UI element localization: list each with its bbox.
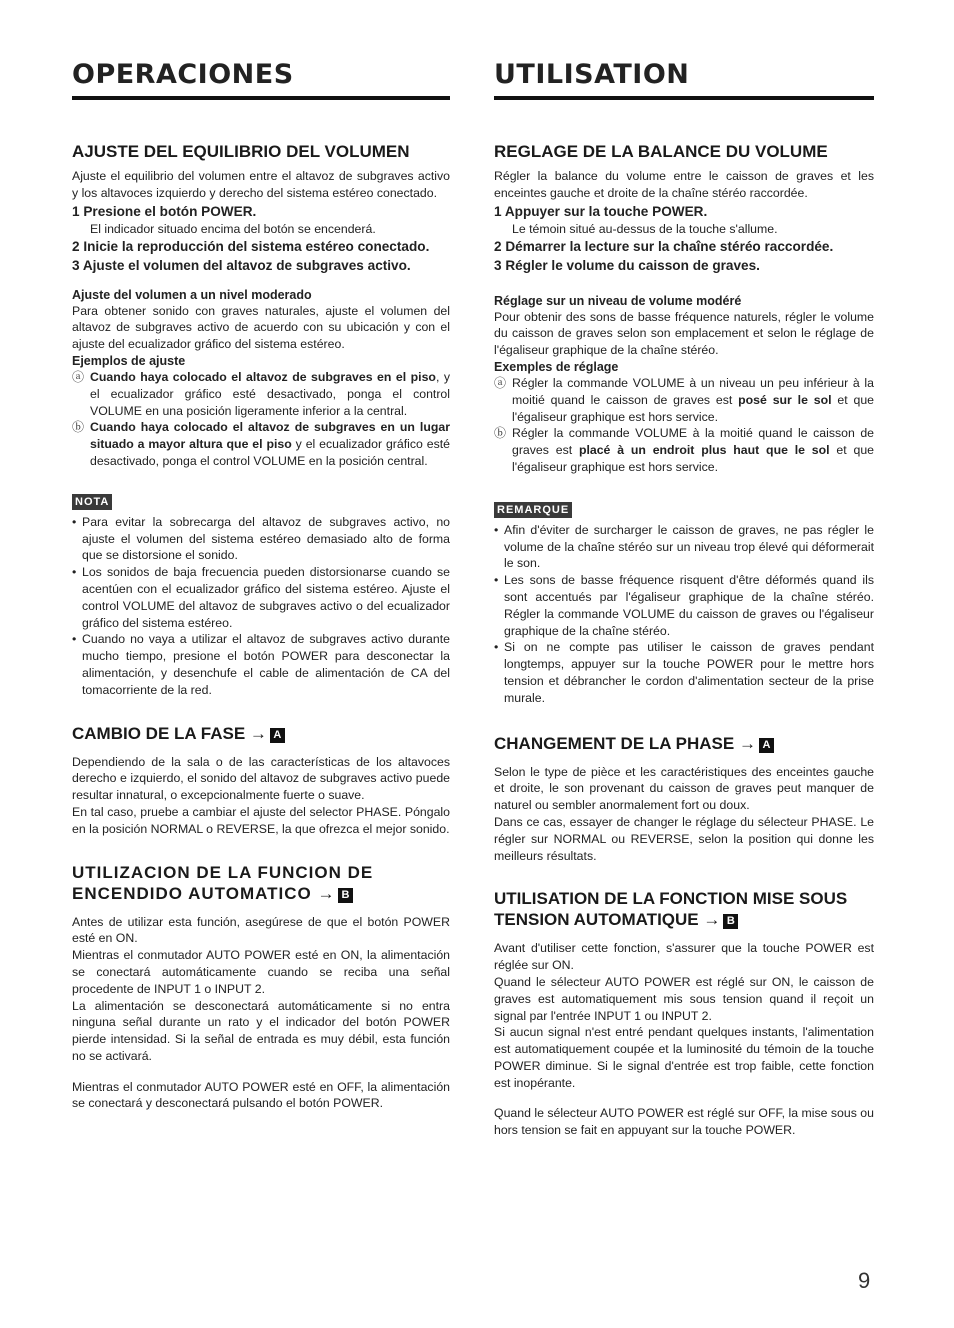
- step-1-sub-es: El indicador situado encima del botón se encenderá.: [90, 221, 376, 236]
- step-1-es: 1 Presione el botón POWER.: [72, 203, 257, 219]
- list-item: • Les sons de basse fréquence risquent d'être déformés quand ils sont accentués par l'égaliseur graphique de la chaîne stéréo. Régler la commande VOLUME du caisson de graves ou l'égaliseur graphique de la chaîne stéréo.: [494, 573, 874, 638]
- phase-text-2-es: En tal caso, pruebe a cambiar el ajuste del selector PHASE. Póngalo en la posición NORMAL o REVERSE, la que ofrezca el mejor sonido.: [72, 804, 450, 836]
- note-box-es: [72, 492, 450, 510]
- step-2-es: 2 Inicie la reproducción del sistema estéreo conectado.: [72, 238, 430, 254]
- moderate-volume-heading-es: Ajuste del volumen a un nivel moderado: [72, 287, 312, 302]
- marker-a-es: ⓐ: [72, 369, 85, 384]
- example-a-fr: ⓐ Régler la commande VOLUME à un niveau un peu inférieur à la moitié quand le caisson de graves est posé sur le sol et que l'égaliseur graphique est hors service.: [494, 375, 875, 424]
- phase-text-1-fr: Selon le type de pièce et les caractéristiques des enceintes gauche et droite, le son provenant du caisson de graves peut manquer de naturel ou sembler anormalement fort ou doux.: [494, 764, 874, 813]
- example-b-es: ⓑ Cuando haya colocado el altavoz de subgraves en un lugar situado a mayor altura que el piso y el ecualizador gráfico esté desactivado, ponga el control VOLUME en la posición central.: [72, 420, 451, 468]
- step-1-fr: 1 Appuyer sur la touche POWER.: [494, 203, 708, 219]
- list-item: • Los sonidos de baja frecuencia pueden distorsionarse cuando se acentúen con el ecualizador gráfico del sistema estéreo. Ajuste el control VOLUME del altavoz de subgraves activo o del ecualizador gráfico del sistema estéreo.: [72, 565, 450, 630]
- intro-text-es: Ajuste el equilibrio del volumen entre el altavoz de subgraves activo y los altavoces izquierdo y derecho del sistema estéreo conectado.: [72, 169, 450, 200]
- step-3-es: 3 Ajuste el volumen del altavoz de subgraves activo.: [72, 257, 411, 273]
- auto-power-text-1-es: Antes de utilizar esta función, asegúrese de que el botón POWER esté en ON.: [72, 914, 450, 946]
- phase-text-1-es: Dependiendo de la sala o de las características de los altavoces derecho e izquierdo, el sonido del altavoz de subgraves activo puede resultar innatural, o excepcionalmente fuerte o suave.: [72, 754, 450, 803]
- auto-power-text-2-fr: Quand le sélecteur AUTO POWER est réglé sur ON, le caisson de graves est automatiquement mis sous tension quand il reçoit un signal par l'entrée INPUT 1 ou INPUT 2.: [494, 974, 874, 1023]
- note-badge-es: NOTA: [72, 494, 112, 510]
- marker-b-fr: ⓑ: [494, 426, 507, 441]
- figure-b-icon: B: [338, 888, 353, 903]
- page-title-fr: UTILISATION: [494, 58, 874, 100]
- page-number: 9: [858, 1268, 871, 1293]
- note-badge-fr: REMARQUE: [494, 502, 572, 518]
- list-item: • Afin d'éviter de surcharger le caisson de graves, ne pas régler le volume de la chaîne stéréo sur un niveau trop élevé qui déformerait le son.: [494, 522, 874, 571]
- moderate-volume-text-fr: Pour obtenir des sons de basse fréquence naturels, régler le volume du caisson de graves selon son emplacement et selon le réglage de l'égaliseur graphique de la chaîne stéréo.: [494, 309, 874, 358]
- marker-a-fr: ⓐ: [494, 375, 507, 390]
- auto-power-text-3-fr: Si aucun signal n'est entré pendant quelques instants, l'alimentation est automatiquement coupée et la luminosité du témoin de la touche POWER diminue. Si le signal d'entrée est trop faible, cette fonction est inopérante.: [494, 1025, 874, 1090]
- french-column: [494, 58, 874, 1139]
- spanish-column: [72, 58, 450, 1112]
- list-item: • Si on ne compte pas utiliser le caisson de graves pendant longtemps, appuyer sur la touche POWER pour le mettre hors tension et débrancher le cordon d'alimentation secteur de la prise murale.: [494, 640, 874, 705]
- figure-a-icon: A: [759, 738, 774, 753]
- moderate-volume-heading-fr: Réglage sur un niveau de volume modéré: [494, 293, 742, 308]
- figure-a-icon: A: [270, 728, 285, 743]
- page-title-es: OPERACIONES: [72, 58, 450, 100]
- auto-power-text-4-es: Mientras el conmutador AUTO POWER esté en OFF, la alimentación se conectará y desconectará pulsando el botón POWER.: [72, 1079, 450, 1111]
- marker-b-es: ⓑ: [72, 420, 85, 435]
- notes-list-es: [72, 514, 450, 699]
- auto-power-text-3-es: La alimentación se desconectará automáticamente si no entra ninguna señal durante un rato y el indicador del botón POWER pierde intensidad. Si la señal de entrada es muy débil, esta función no se activará.: [72, 998, 450, 1063]
- auto-power-text-4-fr: Quand le sélecteur AUTO POWER est réglé sur OFF, la mise sous ou hors tension se fait en appuyant sur la touche POWER.: [494, 1106, 874, 1138]
- section-heading-volume-balance-es: AJUSTE DEL EQUILIBRIO DEL VOLUMEN: [72, 142, 410, 161]
- phase-text-2-fr: Dans ce cas, essayer de changer le réglage du sélecteur PHASE. Le régler sur NORMAL ou REVERSE, selon la position qui donne les meilleurs résultats.: [494, 814, 874, 863]
- auto-power-text-2-es: Mientras el conmutador AUTO POWER esté en ON, la alimentación se conectará automáticamente cuando se reciba una señal procedente de INPUT 1 o INPUT 2.: [72, 948, 450, 996]
- figure-b-icon: B: [723, 914, 738, 929]
- section-heading-auto-power-fr: UTILISATION DE LA FONCTION MISE SOUS TENSION AUTOMATIQUE → B: [494, 889, 848, 930]
- examples-heading-fr: Exemples de réglage: [494, 359, 619, 374]
- notes-list-fr: [494, 522, 874, 707]
- step-1-sub-fr: Le témoin situé au-dessus de la touche s'allume.: [512, 221, 778, 236]
- example-b-fr: ⓑ Régler la commande VOLUME à la moitié quand le caisson de graves est placé à un endroit plus haut que le sol et que l'égaliseur graphique est hors service.: [494, 426, 874, 474]
- auto-power-text-1-fr: Avant d'utiliser cette fonction, s'assurer que la touche POWER est réglée sur ON.: [494, 941, 874, 973]
- section-heading-phase-fr: CHANGEMENT DE LA PHASE → A: [494, 733, 874, 754]
- list-item: • Para evitar la sobrecarga del altavoz de subgraves activo, no ajuste el volumen del sistema estéreo demasiado alto de forma que se distorsione el sonido.: [72, 514, 450, 563]
- intro-text-fr: Régler la balance du volume entre le caisson de graves et les enceintes gauche et droite de la chaîne stéréo raccordée.: [494, 169, 874, 200]
- example-a-es: ⓐ Cuando haya colocado el altavoz de subgraves en el piso, y el ecualizador gráfico esté desactivado, ponga el control VOLUME en una posición ligeramente inferior a la central.: [72, 369, 450, 418]
- step-2-fr: 2 Démarrer la lecture sur la chaîne stéréo raccordée.: [494, 238, 834, 254]
- section-heading-auto-power-es: UTILIZACION DE LA FUNCION DE ENCENDIDO AUTOMATICO → B: [72, 862, 374, 903]
- note-box-fr: [494, 500, 874, 518]
- list-item: • Cuando no vaya a utilizar el altavoz de subgraves activo durante mucho tiempo, presione el botón POWER para desconectar la alimentación, y desenchufe el cable de alimentación de CA del tomacorriente de la red.: [72, 632, 450, 697]
- section-heading-phase-es: CAMBIO DE LA FASE → A: [72, 723, 450, 744]
- moderate-volume-text-es: Para obtener sonido con graves naturales, ajuste el volumen del altavoz de subgraves activo de acuerdo con su ubicación y con el ajuste del ecualizador gráfico del sistema estéreo.: [72, 303, 450, 352]
- section-heading-volume-balance-fr: REGLAGE DE LA BALANCE DU VOLUME: [494, 142, 828, 161]
- step-3-fr: 3 Régler le volume du caisson de graves.: [494, 257, 760, 273]
- examples-heading-es: Ejemplos de ajuste: [72, 353, 186, 368]
